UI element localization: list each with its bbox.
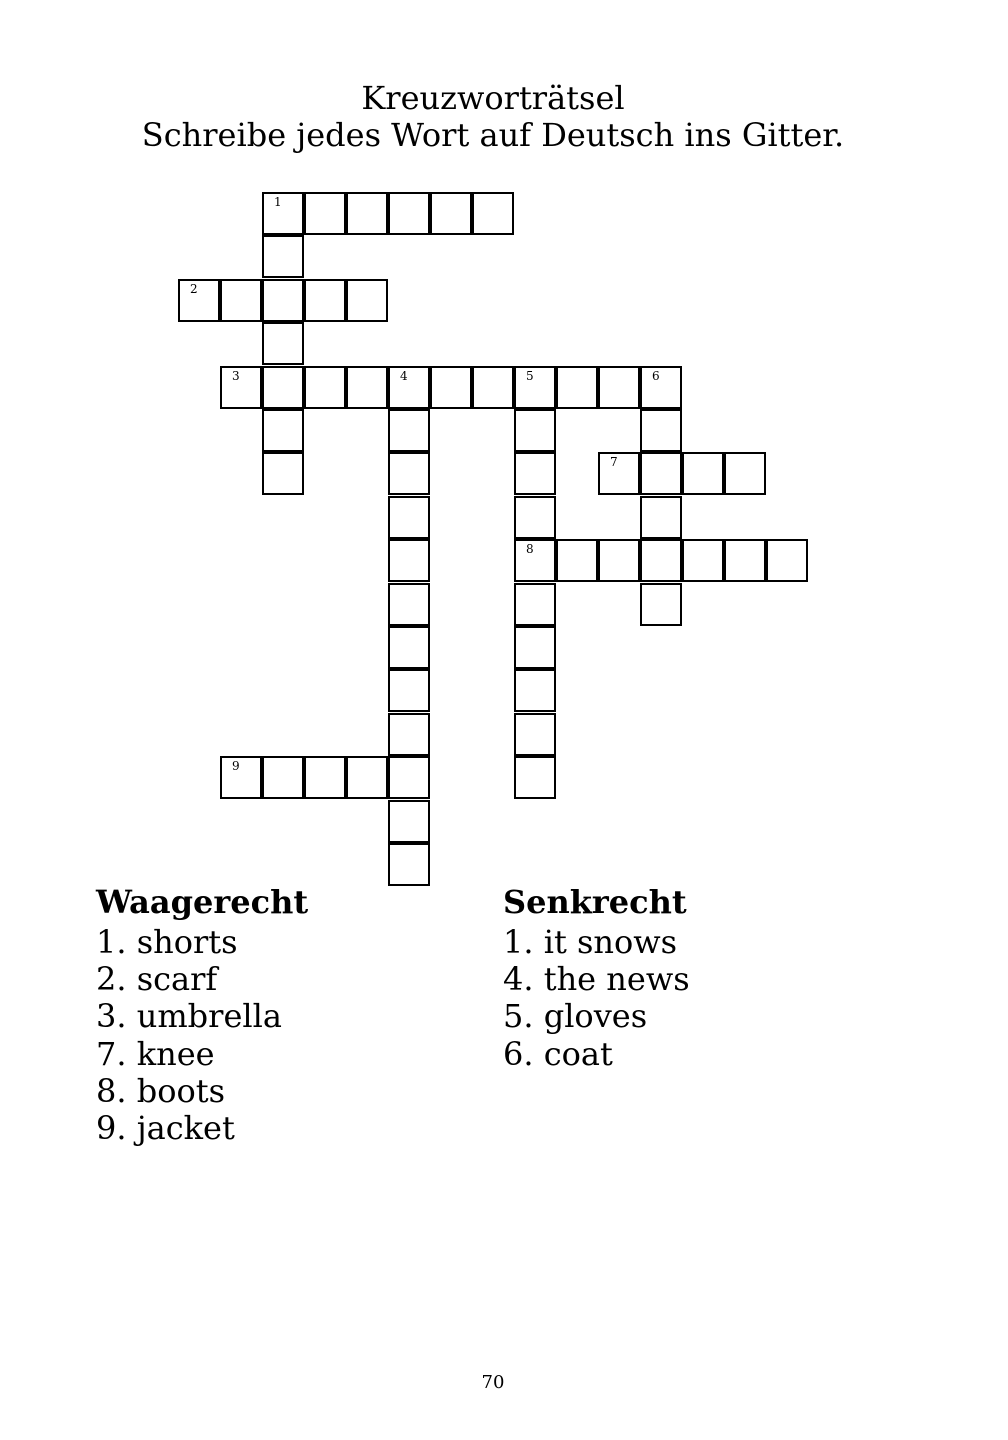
clue-item: 1. it snows (503, 923, 678, 961)
grid-cell[interactable] (640, 539, 682, 582)
grid-cell[interactable] (514, 583, 556, 626)
grid-cell[interactable] (430, 192, 472, 235)
grid-cell[interactable] (262, 192, 304, 235)
grid-cell[interactable] (262, 366, 304, 409)
grid-cell[interactable] (682, 539, 724, 582)
grid-cell[interactable] (640, 366, 682, 409)
grid-cell[interactable] (556, 539, 598, 582)
grid-cell[interactable] (514, 496, 556, 539)
grid-cell[interactable] (724, 452, 766, 495)
page-number: 70 (481, 1372, 505, 1393)
across-clue-list (96, 924, 308, 1147)
down-heading: Senkrecht (503, 883, 687, 921)
grid-cell[interactable] (220, 279, 262, 322)
down-clues (503, 880, 690, 1073)
grid-cell[interactable] (640, 409, 682, 452)
grid-cell[interactable] (388, 756, 430, 799)
grid-cell[interactable] (388, 366, 430, 409)
grid-cell[interactable] (430, 366, 472, 409)
grid-cell[interactable] (514, 366, 556, 409)
grid-cell[interactable] (388, 583, 430, 626)
grid-cell[interactable] (514, 756, 556, 799)
grid-cell[interactable] (304, 192, 346, 235)
grid-cell[interactable] (514, 452, 556, 495)
grid-cell[interactable] (388, 539, 430, 582)
across-heading: Waagerecht (96, 883, 309, 921)
grid-cell[interactable] (178, 279, 220, 322)
grid-cell[interactable] (388, 843, 430, 886)
clue-item: 5. gloves (503, 997, 648, 1036)
clue-item: 2. scarf (96, 960, 218, 999)
grid-cell[interactable] (262, 756, 304, 799)
grid-cell[interactable] (388, 496, 430, 539)
grid-cell[interactable] (724, 539, 766, 582)
grid-cell[interactable] (304, 279, 346, 322)
grid-cell[interactable] (220, 756, 262, 799)
cell-number: 7 (610, 455, 618, 470)
grid-cell[interactable] (388, 192, 430, 235)
grid-cell[interactable] (388, 669, 430, 712)
grid-cell[interactable] (598, 539, 640, 582)
clue-item: 7. knee (96, 1034, 215, 1073)
cell-number: 6 (652, 368, 660, 383)
cell-number: 2 (190, 281, 198, 296)
grid-cell[interactable] (640, 452, 682, 495)
grid-cell[interactable] (262, 235, 304, 278)
grid-cell[interactable] (304, 366, 346, 409)
grid-cell[interactable] (388, 626, 430, 669)
grid-cell[interactable] (766, 539, 808, 582)
grid-cell[interactable] (262, 279, 304, 322)
clue-item: 9. jacket (96, 1108, 235, 1147)
grid-cell[interactable] (598, 452, 640, 495)
cell-number: 5 (526, 368, 534, 383)
grid-cell[interactable] (514, 669, 556, 712)
grid-cell[interactable] (640, 583, 682, 626)
grid-cell[interactable] (682, 452, 724, 495)
grid-cell[interactable] (640, 496, 682, 539)
clue-item: 1. shorts (96, 923, 238, 961)
cell-number: 4 (400, 368, 408, 383)
cell-number: 9 (232, 759, 240, 774)
grid-cell[interactable] (556, 366, 598, 409)
grid-cell[interactable] (346, 756, 388, 799)
clue-item: 4. the news (503, 960, 690, 999)
grid-cell[interactable] (514, 409, 556, 452)
grid-cell[interactable] (262, 452, 304, 495)
grid-cell[interactable] (220, 366, 262, 409)
grid-cell[interactable] (388, 800, 430, 843)
across-clues (96, 880, 308, 1147)
grid-cell[interactable] (304, 756, 346, 799)
grid-cell[interactable] (346, 366, 388, 409)
grid-cell[interactable] (262, 409, 304, 452)
grid-cell[interactable] (472, 366, 514, 409)
down-clue-list (503, 924, 690, 1073)
grid-cell[interactable] (514, 626, 556, 669)
grid-cell[interactable] (472, 192, 514, 235)
cell-number: 1 (274, 195, 282, 209)
cell-number: 8 (526, 542, 534, 557)
page-title: Kreuzworträtsel (361, 79, 625, 117)
grid-cell[interactable] (388, 713, 430, 756)
grid-cell[interactable] (388, 409, 430, 452)
grid-cell[interactable] (514, 713, 556, 756)
clue-item: 3. umbrella (96, 997, 282, 1036)
grid-cell[interactable] (346, 192, 388, 235)
clue-item: 6. coat (503, 1034, 613, 1073)
instruction-text: Schreibe jedes Wort auf Deutsch ins Gitter. (141, 116, 845, 154)
grid-cell[interactable] (598, 366, 640, 409)
grid-cell[interactable] (388, 452, 430, 495)
clue-item: 8. boots (96, 1071, 225, 1110)
grid-cell[interactable] (262, 322, 304, 365)
grid-cell[interactable] (346, 279, 388, 322)
grid-cell[interactable] (514, 539, 556, 582)
cell-number: 3 (232, 368, 240, 383)
